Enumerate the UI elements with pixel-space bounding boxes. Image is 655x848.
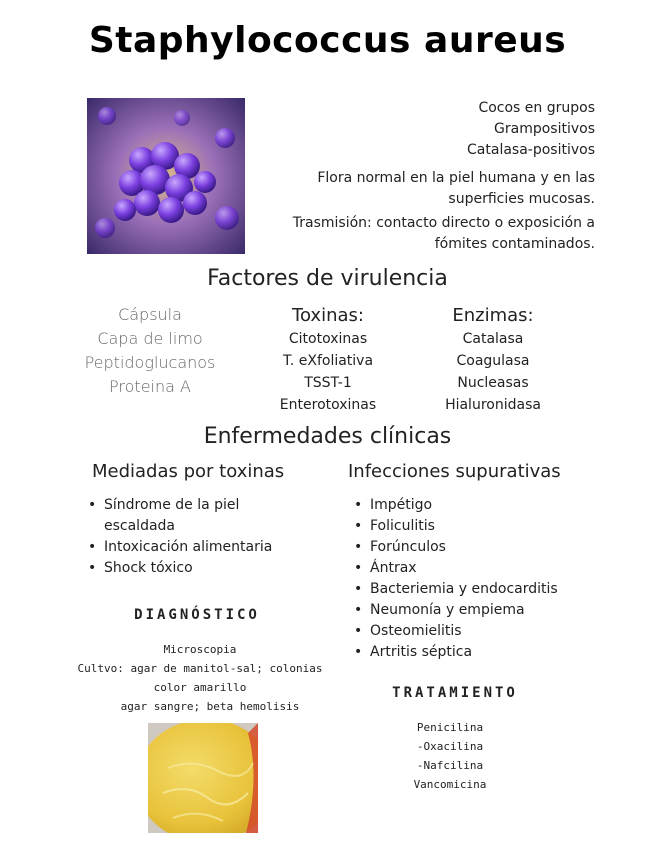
enzymes-heading: Enzimas: bbox=[452, 305, 534, 326]
enzymes-list bbox=[418, 328, 568, 416]
toxins-heading: Toxinas: bbox=[292, 305, 364, 326]
enzyme-item: Catalasa bbox=[462, 331, 524, 347]
staphylococcus-image bbox=[87, 98, 245, 254]
treatment-line: -Oxacilina bbox=[416, 740, 484, 753]
disease-item: • Impétigo bbox=[354, 495, 594, 516]
toxins-list bbox=[253, 328, 403, 416]
disease-item: • Intoxicación alimentaria bbox=[88, 537, 308, 558]
diseases-heading: Enfermedades clínicas bbox=[203, 424, 452, 449]
treatment-line: Penicilina bbox=[416, 721, 484, 734]
enzyme-item: Nucleasas bbox=[457, 375, 529, 391]
property-line: Cocos en grupos bbox=[478, 100, 595, 116]
treatment-heading: TRATAMIENTO bbox=[392, 685, 518, 701]
flora-block bbox=[317, 168, 595, 210]
disease-item: • Ántrax bbox=[354, 558, 594, 579]
disease-item: • Shock tóxico bbox=[88, 558, 308, 579]
virulence-heading: Factores de virulencia bbox=[207, 266, 448, 291]
diagnosis-line: color amarillo bbox=[153, 681, 247, 694]
flora-line: Flora normal en la piel humana y en las bbox=[317, 170, 595, 186]
diagnosis-line: Cultvo: agar de manitol-sal; colonias bbox=[77, 662, 323, 675]
agar-plate-image bbox=[148, 723, 258, 833]
toxin-item: Enterotoxinas bbox=[279, 397, 377, 413]
toxin-item: T. eXfoliativa bbox=[282, 353, 374, 369]
diagnosis-heading: DIAGNÓSTICO bbox=[134, 607, 260, 623]
suppurative-heading: Infecciones supurativas bbox=[348, 461, 561, 482]
disease-item: • Osteomielitis bbox=[354, 621, 594, 642]
toxin-mediated-heading: Mediadas por toxinas bbox=[92, 461, 285, 482]
disease-item: • Forúnculos bbox=[354, 537, 594, 558]
disease-item: • Bacteriemia y endocarditis bbox=[354, 579, 594, 600]
suppurative-list bbox=[354, 495, 594, 663]
diagnosis-block bbox=[70, 640, 330, 716]
structural-factor: Capa de limo bbox=[97, 329, 203, 348]
enzyme-item: Coagulasa bbox=[456, 353, 530, 369]
disease-item: • Síndrome de la piel escaldada bbox=[88, 495, 308, 537]
treatment-line: Vancomicina bbox=[413, 778, 487, 791]
treatment-block bbox=[350, 718, 550, 794]
disease-item: • Neumonía y empiema bbox=[354, 600, 594, 621]
agar-culture-illustration bbox=[148, 723, 258, 833]
toxin-item: TSST-1 bbox=[304, 375, 352, 391]
transmission-line: Trasmisión: contacto directo o exposición a bbox=[292, 215, 595, 231]
bacteria-illustration bbox=[87, 98, 245, 254]
transmission-line: fómites contaminados. bbox=[434, 236, 595, 252]
transmission-block bbox=[293, 213, 595, 255]
structural-factor: Peptidoglucanos bbox=[84, 353, 216, 372]
properties-block bbox=[467, 98, 595, 161]
diagnosis-line: Microscopia bbox=[163, 643, 237, 656]
structural-factor: Proteina A bbox=[109, 377, 191, 396]
page-title: Staphylococcus aureus bbox=[88, 20, 567, 61]
treatment-line: -Nafcilina bbox=[416, 759, 484, 772]
property-line: Catalasa-positivos bbox=[467, 142, 595, 158]
toxin-mediated-list bbox=[88, 495, 308, 579]
enzyme-item: Hialuronidasa bbox=[445, 397, 541, 413]
flora-line: superficies mucosas. bbox=[448, 191, 595, 207]
structural-factors-list bbox=[70, 303, 230, 399]
property-line: Grampositivos bbox=[494, 121, 595, 137]
toxin-item: Citotoxinas bbox=[288, 331, 368, 347]
structural-factor: Cápsula bbox=[118, 305, 182, 324]
diagnosis-line: agar sangre; beta hemolisis bbox=[120, 700, 300, 713]
disease-item: • Artritis séptica bbox=[354, 642, 594, 663]
disease-item: • Foliculitis bbox=[354, 516, 594, 537]
